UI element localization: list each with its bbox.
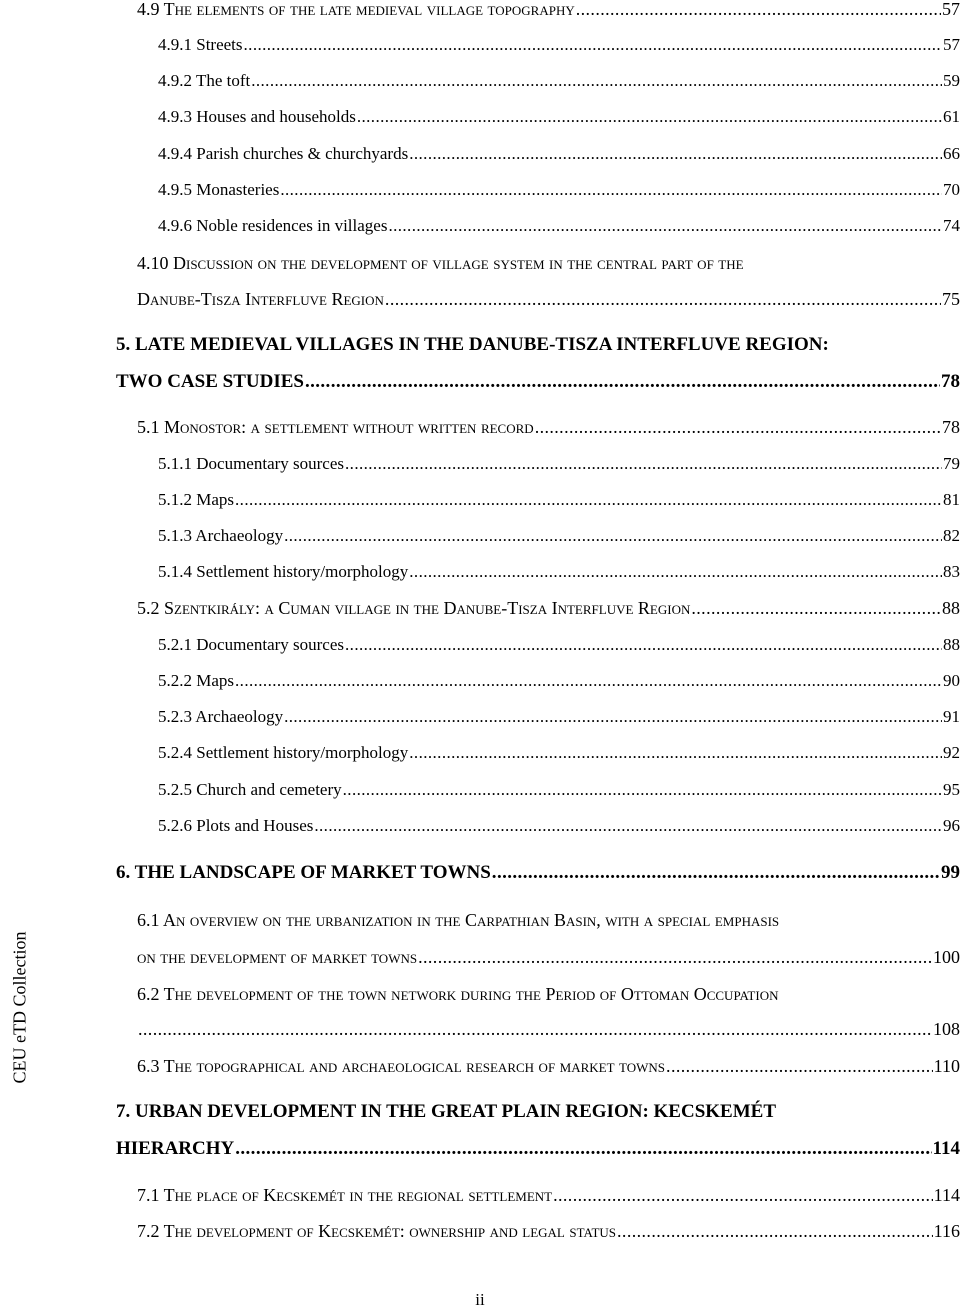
toc-entry-title: 5.1.2 Maps (158, 490, 235, 509)
toc-entry-title: 5.2.6 Plots and Houses (158, 816, 314, 835)
toc-entry-4-9-1[interactable] (158, 36, 960, 53)
toc-entry-5-2-2[interactable] (158, 672, 960, 689)
toc-entry-title: 5.2.3 Archaeology (158, 707, 284, 726)
toc-entry-title-cont: Danube-Tisza Interfluve Region (137, 289, 384, 309)
toc-page-number: 70 (943, 180, 960, 199)
toc-entry-6-1[interactable] (137, 948, 960, 966)
toc-entry-4-10-line1[interactable] (137, 254, 744, 272)
toc-entry-5-2-1[interactable] (158, 636, 960, 653)
leader-dots (409, 744, 942, 761)
toc-page-number: 78 (942, 417, 960, 437)
leader-dots (418, 948, 932, 966)
toc-entry-6-1-line1[interactable] (137, 911, 779, 929)
toc-page-number: 108 (933, 1019, 960, 1039)
leader-dots (666, 1057, 933, 1075)
toc-page-number: 75 (942, 289, 960, 309)
toc-entry-title: 6.3 The topographical and archaeological research of market towns (137, 1056, 666, 1076)
toc-entry-5-1-1[interactable] (158, 455, 960, 472)
collection-watermark: CEU eTD Collection (9, 931, 30, 1084)
toc-entry-title: 7.1 The place of Kecskemét in the regional settlement (137, 1185, 553, 1205)
toc-entry-title: 5.1.1 Documentary sources (158, 454, 345, 473)
toc-entry-4-9-6[interactable] (158, 217, 960, 234)
toc-chapter-title: 7. URBAN DEVELOPMENT IN THE GREAT PLAIN REGION: KECSKEMÉT (116, 1101, 776, 1122)
leader-dots (691, 599, 941, 617)
toc-page-number: 92 (943, 743, 960, 762)
toc-page-number: 82 (943, 526, 960, 545)
page-number: ii (475, 1290, 485, 1309)
leader-dots (284, 527, 942, 544)
toc-page-number: 88 (943, 635, 960, 654)
toc-entry-4-9-2[interactable] (158, 72, 960, 89)
toc-page-number: 79 (943, 454, 960, 473)
toc-chapter-7-line1[interactable] (116, 1102, 776, 1121)
toc-entry-title: 6.1 An overview on the urbanization in the Carpathian Basin, with a special emphasis (137, 910, 780, 930)
toc-chapter-6[interactable] (116, 863, 960, 882)
leader-dots (343, 781, 942, 798)
toc-page-number: 99 (941, 862, 960, 883)
toc-entry-title: 5.1.3 Archaeology (158, 526, 284, 545)
leader-dots (385, 290, 941, 308)
leader-dots (280, 181, 942, 198)
toc-page-number: 110 (933, 1056, 960, 1076)
toc-page-number: 100 (933, 947, 960, 967)
leader-dots (251, 72, 942, 89)
toc-chapter-title: 6. THE LANDSCAPE OF MARKET TOWNS (116, 862, 491, 883)
toc-entry-title: 4.9.3 Houses and households (158, 107, 356, 126)
toc-entry-5-2-6[interactable] (158, 817, 960, 834)
toc-chapter-title-cont: TWO CASE STUDIES (116, 371, 304, 392)
toc-entry-title: 5.2.1 Documentary sources (158, 635, 345, 654)
toc-chapter-5-line1[interactable] (116, 335, 829, 354)
toc-page-number: 66 (943, 144, 960, 163)
toc-chapter-7[interactable] (116, 1139, 960, 1158)
toc-page-number: 78 (941, 371, 960, 392)
toc-entry-title: 4.9.6 Noble residences in villages (158, 216, 388, 235)
toc-entry-title: 4.9.5 Monasteries (158, 180, 280, 199)
toc-entry-5-1-2[interactable] (158, 491, 960, 508)
toc-entry-6-3[interactable] (137, 1057, 960, 1075)
toc-entry-4-9-5[interactable] (158, 181, 960, 198)
toc-chapter-title: 5. LATE MEDIEVAL VILLAGES IN THE DANUBE-TISZA INTERFLUVE REGION: (116, 334, 829, 355)
toc-page-number: 114 (933, 1185, 960, 1205)
toc-entry-6-2[interactable] (137, 1020, 960, 1038)
leader-dots (345, 455, 942, 472)
toc-entry-title: 4.10 Discussion on the development of village system in the central part of the (137, 253, 744, 273)
toc-entry-title: 5.2 Szentkirály: a Cuman village in the Danube-Tisza Interfluve Region (137, 598, 691, 618)
toc-entry-title: 5.1.4 Settlement history/morphology (158, 562, 409, 581)
toc-chapter-title-cont: HIERARCHY (116, 1138, 235, 1159)
leader-dots (535, 418, 941, 436)
leader-dots (617, 1222, 933, 1240)
toc-entry-4-9-4[interactable] (158, 145, 960, 162)
leader-dots (235, 672, 942, 689)
toc-page-number: 81 (943, 490, 960, 509)
toc-entry-7-2[interactable] (137, 1222, 960, 1240)
leader-dots (345, 636, 942, 653)
toc-page-number: 74 (943, 216, 960, 235)
toc-page-number: 59 (943, 71, 960, 90)
toc-page-number: 96 (943, 816, 960, 835)
toc-entry-5-1[interactable] (137, 418, 960, 436)
toc-entry-title: 5.1 Monostor: a settlement without written record (137, 417, 534, 437)
leader-dots (576, 0, 941, 18)
toc-page-number: 95 (943, 780, 960, 799)
toc-entry-5-2-3[interactable] (158, 708, 960, 725)
toc-entry-title: 6.2 The development of the town network during the Period of Ottoman Occupation (137, 984, 779, 1004)
toc-page-number: 61 (943, 107, 960, 126)
toc-page-number: 114 (932, 1138, 960, 1159)
toc-page-number: 57 (943, 35, 960, 54)
leader-dots (553, 1186, 933, 1204)
toc-entry-title: 4.9 The elements of the late medieval village topography (137, 0, 575, 19)
toc-entry-5-1-3[interactable] (158, 527, 960, 544)
leader-dots (284, 708, 942, 725)
toc-page-number: 91 (943, 707, 960, 726)
toc-entry-title: 5.2.5 Church and cemetery (158, 780, 342, 799)
toc-entry-6-2-line1[interactable] (137, 985, 778, 1003)
toc-entry-5-1-4[interactable] (158, 563, 960, 580)
leader-dots (388, 217, 942, 234)
toc-entry-title: 4.9.2 The toft (158, 71, 251, 90)
toc-entry-4-9[interactable] (137, 0, 960, 18)
leader-dots (314, 817, 942, 834)
toc-entry-title: 7.2 The development of Kecskemét: ownership and legal status (137, 1221, 617, 1241)
leader-dots (305, 372, 940, 391)
toc-entry-7-1[interactable] (137, 1186, 960, 1204)
leader-dots (244, 36, 942, 53)
toc-entry-title-cont: on the development of market towns (137, 947, 418, 967)
leader-dots (409, 145, 942, 162)
toc-page-number: 90 (943, 671, 960, 690)
toc-page-number: 83 (943, 562, 960, 581)
toc-entry-title: 5.2.2 Maps (158, 671, 235, 690)
toc-chapter-5[interactable] (116, 372, 960, 391)
leader-dots (235, 491, 942, 508)
toc-entry-5-2-4[interactable] (158, 744, 960, 761)
leader-dots (357, 108, 942, 125)
toc-entry-5-2-5[interactable] (158, 781, 960, 798)
toc-entry-title: 4.9.1 Streets (158, 35, 243, 54)
leader-dots (492, 863, 940, 882)
toc-entry-4-9-3[interactable] (158, 108, 960, 125)
leader-dots (235, 1139, 931, 1158)
toc-page-number: 57 (942, 0, 960, 19)
leader-dots (409, 563, 942, 580)
toc-page-number: 88 (942, 598, 960, 618)
toc-entry-title: 5.2.4 Settlement history/morphology (158, 743, 409, 762)
toc-entry-5-2[interactable] (137, 599, 960, 617)
toc-entry-4-10[interactable] (137, 290, 960, 308)
leader-dots (138, 1020, 932, 1038)
toc-page-number: 116 (933, 1221, 960, 1241)
toc-entry-title: 4.9.4 Parish churches & churchyards (158, 144, 409, 163)
